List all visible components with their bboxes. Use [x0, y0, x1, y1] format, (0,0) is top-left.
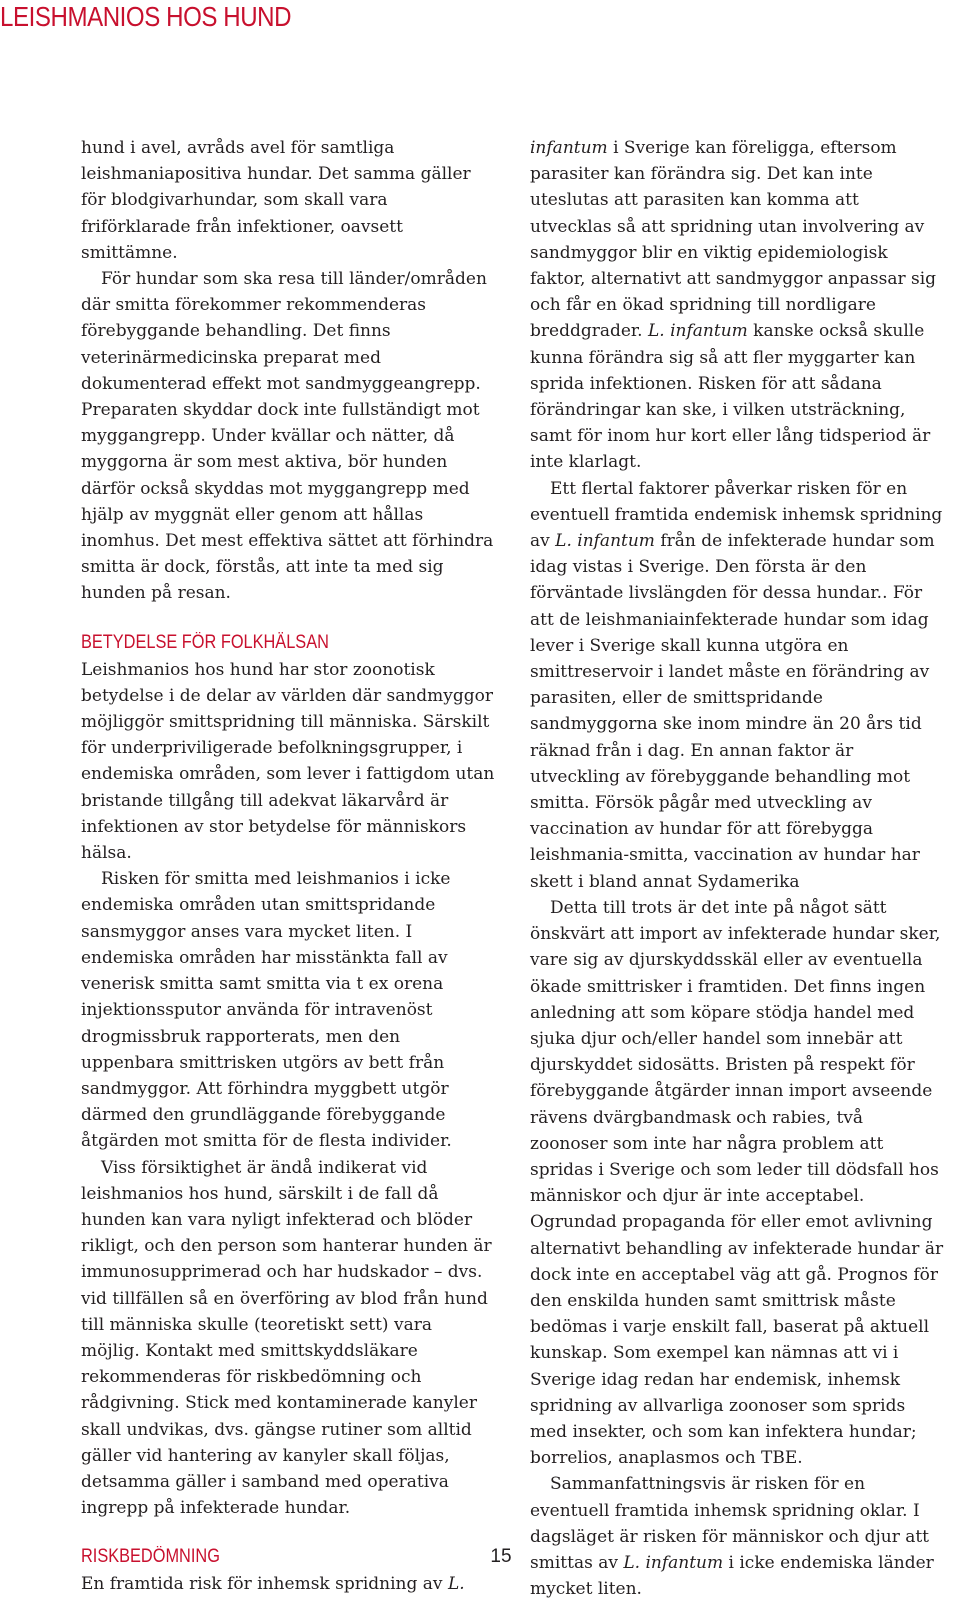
text-run: kanske också skulle kunna förändra sig så att fler myggarter kan sprida infektionen. Risken för att sådana förändringar kan ske, i vilken utsträckning, samt för inom hur kort eller lång tidsperiod är inte klarlagt.	[530, 321, 931, 473]
body-paragraph	[530, 476, 945, 895]
body-paragraph: För hundar som ska resa till länder/områden där smitta förekommer rekommenderas förebyggande behandling. Det finns veterinärmedicinska preparat med dokumenterad effekt mot sandmyggeangrepp. Preparaten skyddar dock inte fullständigt mot myggangrepp. Under kvällar och nätter, då myggorna är som mest aktiva, bör hunden därför också skyddas mot myggangrepp med hjälp av myggnät eller genom att hållas inomhus. Det mest effektiva sättet att förhindra smitta är dock, förstås, att inte ta med sig hunden på resan.	[81, 269, 494, 604]
body-paragraph: hund i avel, avråds avel för samtliga leishmaniapositiva hundar. Det samma gäller för blodgivarhundar, som skall vara friförklarade från infektioner, oavsett smittämne.	[81, 138, 471, 263]
text-run: Ett flertal faktorer påverkar risken för en eventuell framtida endemisk inhemsk spridning av	[530, 478, 943, 552]
body-paragraph: Leishmanios hos hund har stor zoonotisk betydelse i de delar av världen där sandmyggor möjliggör smittspridning till människa. Särskilt för underpriviligerade befolkningsgrupper, i endemiska områden, som lever i fattigdom utan bristande tillgång till adekvat läkarvård är infektionen av stor betydelse för människors hälsa.	[81, 659, 495, 864]
left-column	[81, 135, 496, 1598]
running-head: LEISHMANIOS HOS HUND	[0, 1, 292, 32]
body-paragraph: Viss försiktighet är ändå indikerat vid leishmanios hos hund, särskilt i de fall då hunden kan vara nyligt infekterad och blöder rikligt, och den person som hanterar hunden är immunosupprimerad och har hudskador – dvs. vid tillfällen så en överföring av blod från hund till människa skulle (teoretiskt sett) vara möjlig. Kontakt med smittskyddsläkare rekommenderas för riskbedömning och rådgivning. Stick med kontaminerade kanyler skall undvikas, dvs. gängse rutiner som alltid gäller vid hantering av kanyler skall följas, detsamma gäller i samband med operativa ingrepp på infekterade hundar.	[81, 1157, 492, 1519]
section-heading-public-health: BETYDELSE FÖR FOLKHÄLSAN	[81, 631, 329, 653]
text-run: i icke endemiska länder mycket liten.	[530, 1552, 934, 1600]
species-name: L. infantum	[555, 531, 655, 552]
right-column	[530, 135, 945, 1602]
section-heading-risk-assessment: RISKBEDÖMNING	[81, 1546, 220, 1568]
text-run: Sammanfattningsvis är risken för en eventuell framtida inhemsk spridning oklar. I dagsläget är risken för människor och djur att smittas av	[530, 1474, 930, 1573]
species-name: L. infantum	[648, 321, 748, 342]
text-run: En framtida risk för inhemsk spridning av	[81, 1574, 448, 1595]
species-name: L.	[447, 1574, 465, 1595]
body-paragraph	[530, 135, 945, 476]
species-name: L. infantum	[623, 1552, 724, 1573]
body-paragraph: Detta till trots är det inte på något sätt önskvärt att import av infekterade hundar sker, vare sig av djurskyddsskäl eller av eventuella ökade smittrisker i framtiden. Det finns ingen anledning att som köpare stödja handel med sjuka djur och/eller handel som innebär att djurskyddet sidosätts. Bristen på respekt för förebyggande åtgärder innan import avseende rävens dvärgbandmask och rabies, två zoonoser som inte har några problem att spridas i Sverige och som leder till dödsfall hos människor och djur är inte acceptabel. Ogrundad propaganda för eller emot avlivning alternativt behandling av infekterade hundar är dock inte en acceptabel väg att gå. Prognos för den enskilda hunden samt smittrisk måste bedömas i varje enskilt fall, baserat på aktuell kunskap. Som exempel kan nämnas att vi i Sverige idag redan har endemisk, inhemsk spridning av allvarliga zoonoser som sprids med insekter, och som kan infektera hundar; borrelios, anaplasmos och TBE.	[530, 897, 944, 1469]
text-run: i Sverige kan föreligga, eftersom parasiter kan förändra sig. Det kan inte uteslutas att parasiten kan komma att utvecklas så att spridning utan involvering av sandmyggor blir en viktig epidemiologisk faktor, alternativt att sandmyggor anpassar sig och får en ökad spridning till nordligare breddgrader.	[530, 138, 937, 342]
body-paragraph	[530, 1471, 945, 1602]
page-number: 15	[490, 1546, 512, 1567]
body-paragraph: Risken för smitta med leishmanios i icke endemiska områden utan smittspridande sansmyggor anses vara mycket liten. I endemiska områden har misstänkta fall av venerisk smitta samt smitta via t ex orena injektionssputor använda för intravenöst drogmissbruk rapporterats, men den uppenbara smittrisken utgörs av bett från sandmyggor. Att förhindra myggbett utgör därmed den grundläggande förebyggande åtgärden mot smitta för de flesta individer.	[81, 869, 452, 1152]
text-run: från de infekterade hundar som idag vistas i Sverige. Den första är den förväntade livslängden för dessa hundar.. För att de leishmaniainfekterade hundar som idag lever i Sverige skall kunna utgöra en smittreservoir i landet måste en förändring av parasiten, eller de smittspridande sandmyggorna ske inom mindre än 20 års tid räknad från i dag. En annan faktor är utveckling av förebyggande behandling mot smitta. Försök pågår med utveckling av vaccination av hundar för att förebygga leishmania-smitta, vaccination av hundar har skett i bland annat Sydamerika	[530, 531, 935, 892]
species-name: infantum	[530, 138, 608, 158]
body-paragraph	[81, 1571, 496, 1597]
